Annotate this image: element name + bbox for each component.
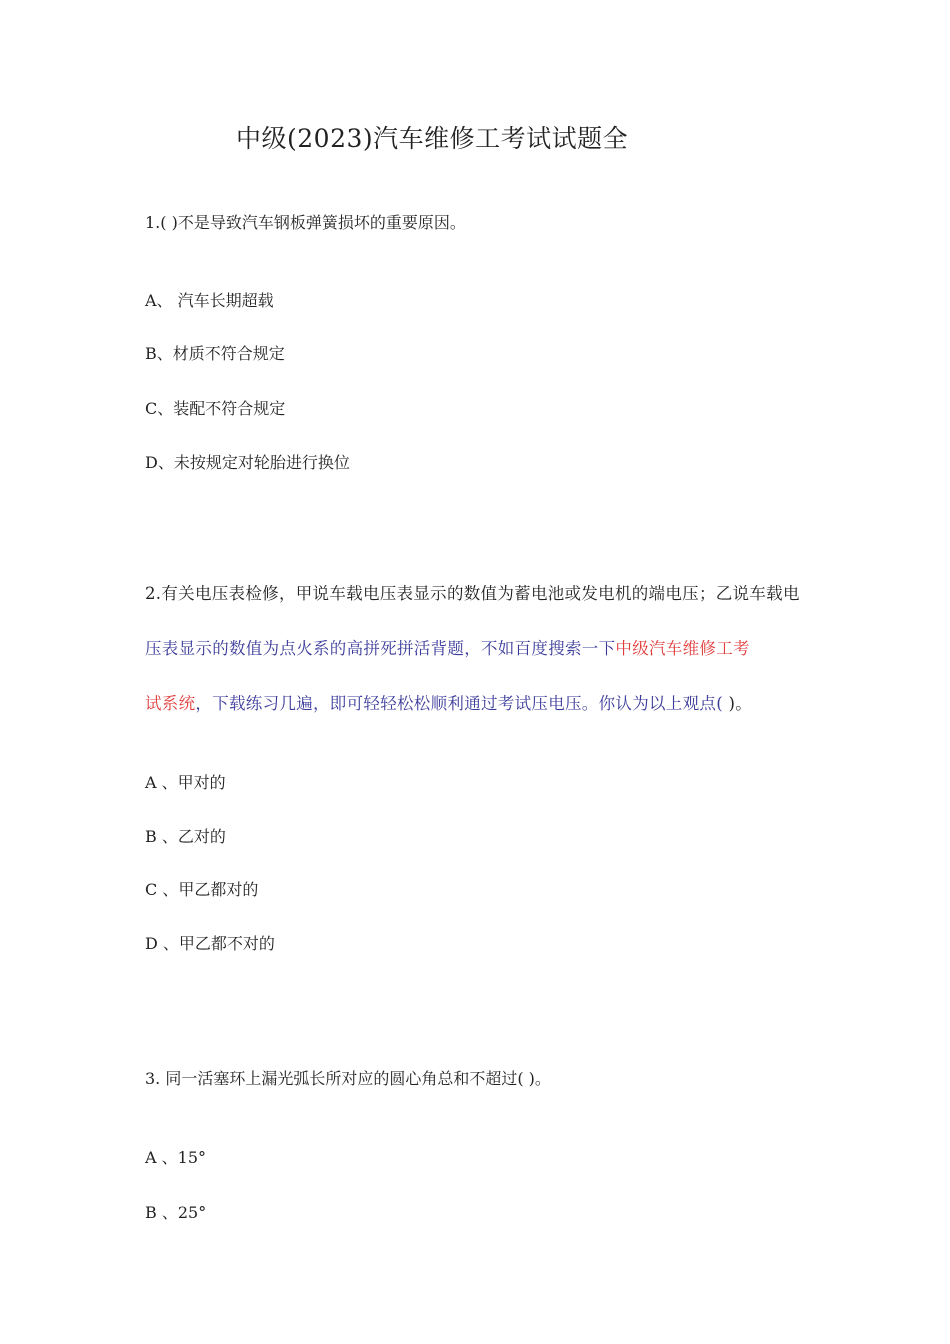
question-1-option-a: A、 汽车长期超载 xyxy=(145,291,274,310)
ad-link-text[interactable]: 试系统 xyxy=(145,694,196,713)
question-2-stem-line-2 xyxy=(145,639,750,659)
question-1-option-d: D、未按规定对轮胎进行换位 xyxy=(145,453,350,472)
question-2-option-c: C 、甲乙都对的 xyxy=(145,880,259,899)
question-2-stem-line-1: 2.有关电压表检修，甲说车载电压表显示的数值为蓄电池或发电机的端电压；乙说车载电 xyxy=(145,584,800,603)
question-1-stem: 1.( )不是导致汽车钢板弹簧损坏的重要原因。 xyxy=(145,213,466,232)
ad-text: ，下载练习几遍，即可轻轻松松顺利通过考试压电压。你认为以上观点( xyxy=(195,694,723,713)
question-3-stem: 3. 同一活塞环上漏光弧长所对应的圆心角总和不超过( )。 xyxy=(145,1069,551,1088)
question-2-stem-line-3 xyxy=(145,694,752,714)
question-3-option-a: A 、15° xyxy=(145,1148,207,1167)
question-3-option-b: B 、25° xyxy=(145,1203,207,1222)
question-1-option-b: B、材质不符合规定 xyxy=(145,344,285,363)
question-2-stem-end: )。 xyxy=(722,694,753,713)
ad-text: 压表显示的数值为点火系的高拼死拼活背题，不如百度搜索一下 xyxy=(145,639,616,658)
question-2-option-b: B 、乙对的 xyxy=(145,827,226,846)
ad-link-text[interactable]: 中级汽车维修工考 xyxy=(615,639,750,658)
question-2-option-a: A 、甲对的 xyxy=(145,773,226,792)
question-2-option-d: D 、甲乙都不对的 xyxy=(145,934,275,953)
question-1-option-c: C、装配不符合规定 xyxy=(145,399,286,418)
document-title: 中级(2023)汽车维修工考试试题全 xyxy=(236,124,629,153)
